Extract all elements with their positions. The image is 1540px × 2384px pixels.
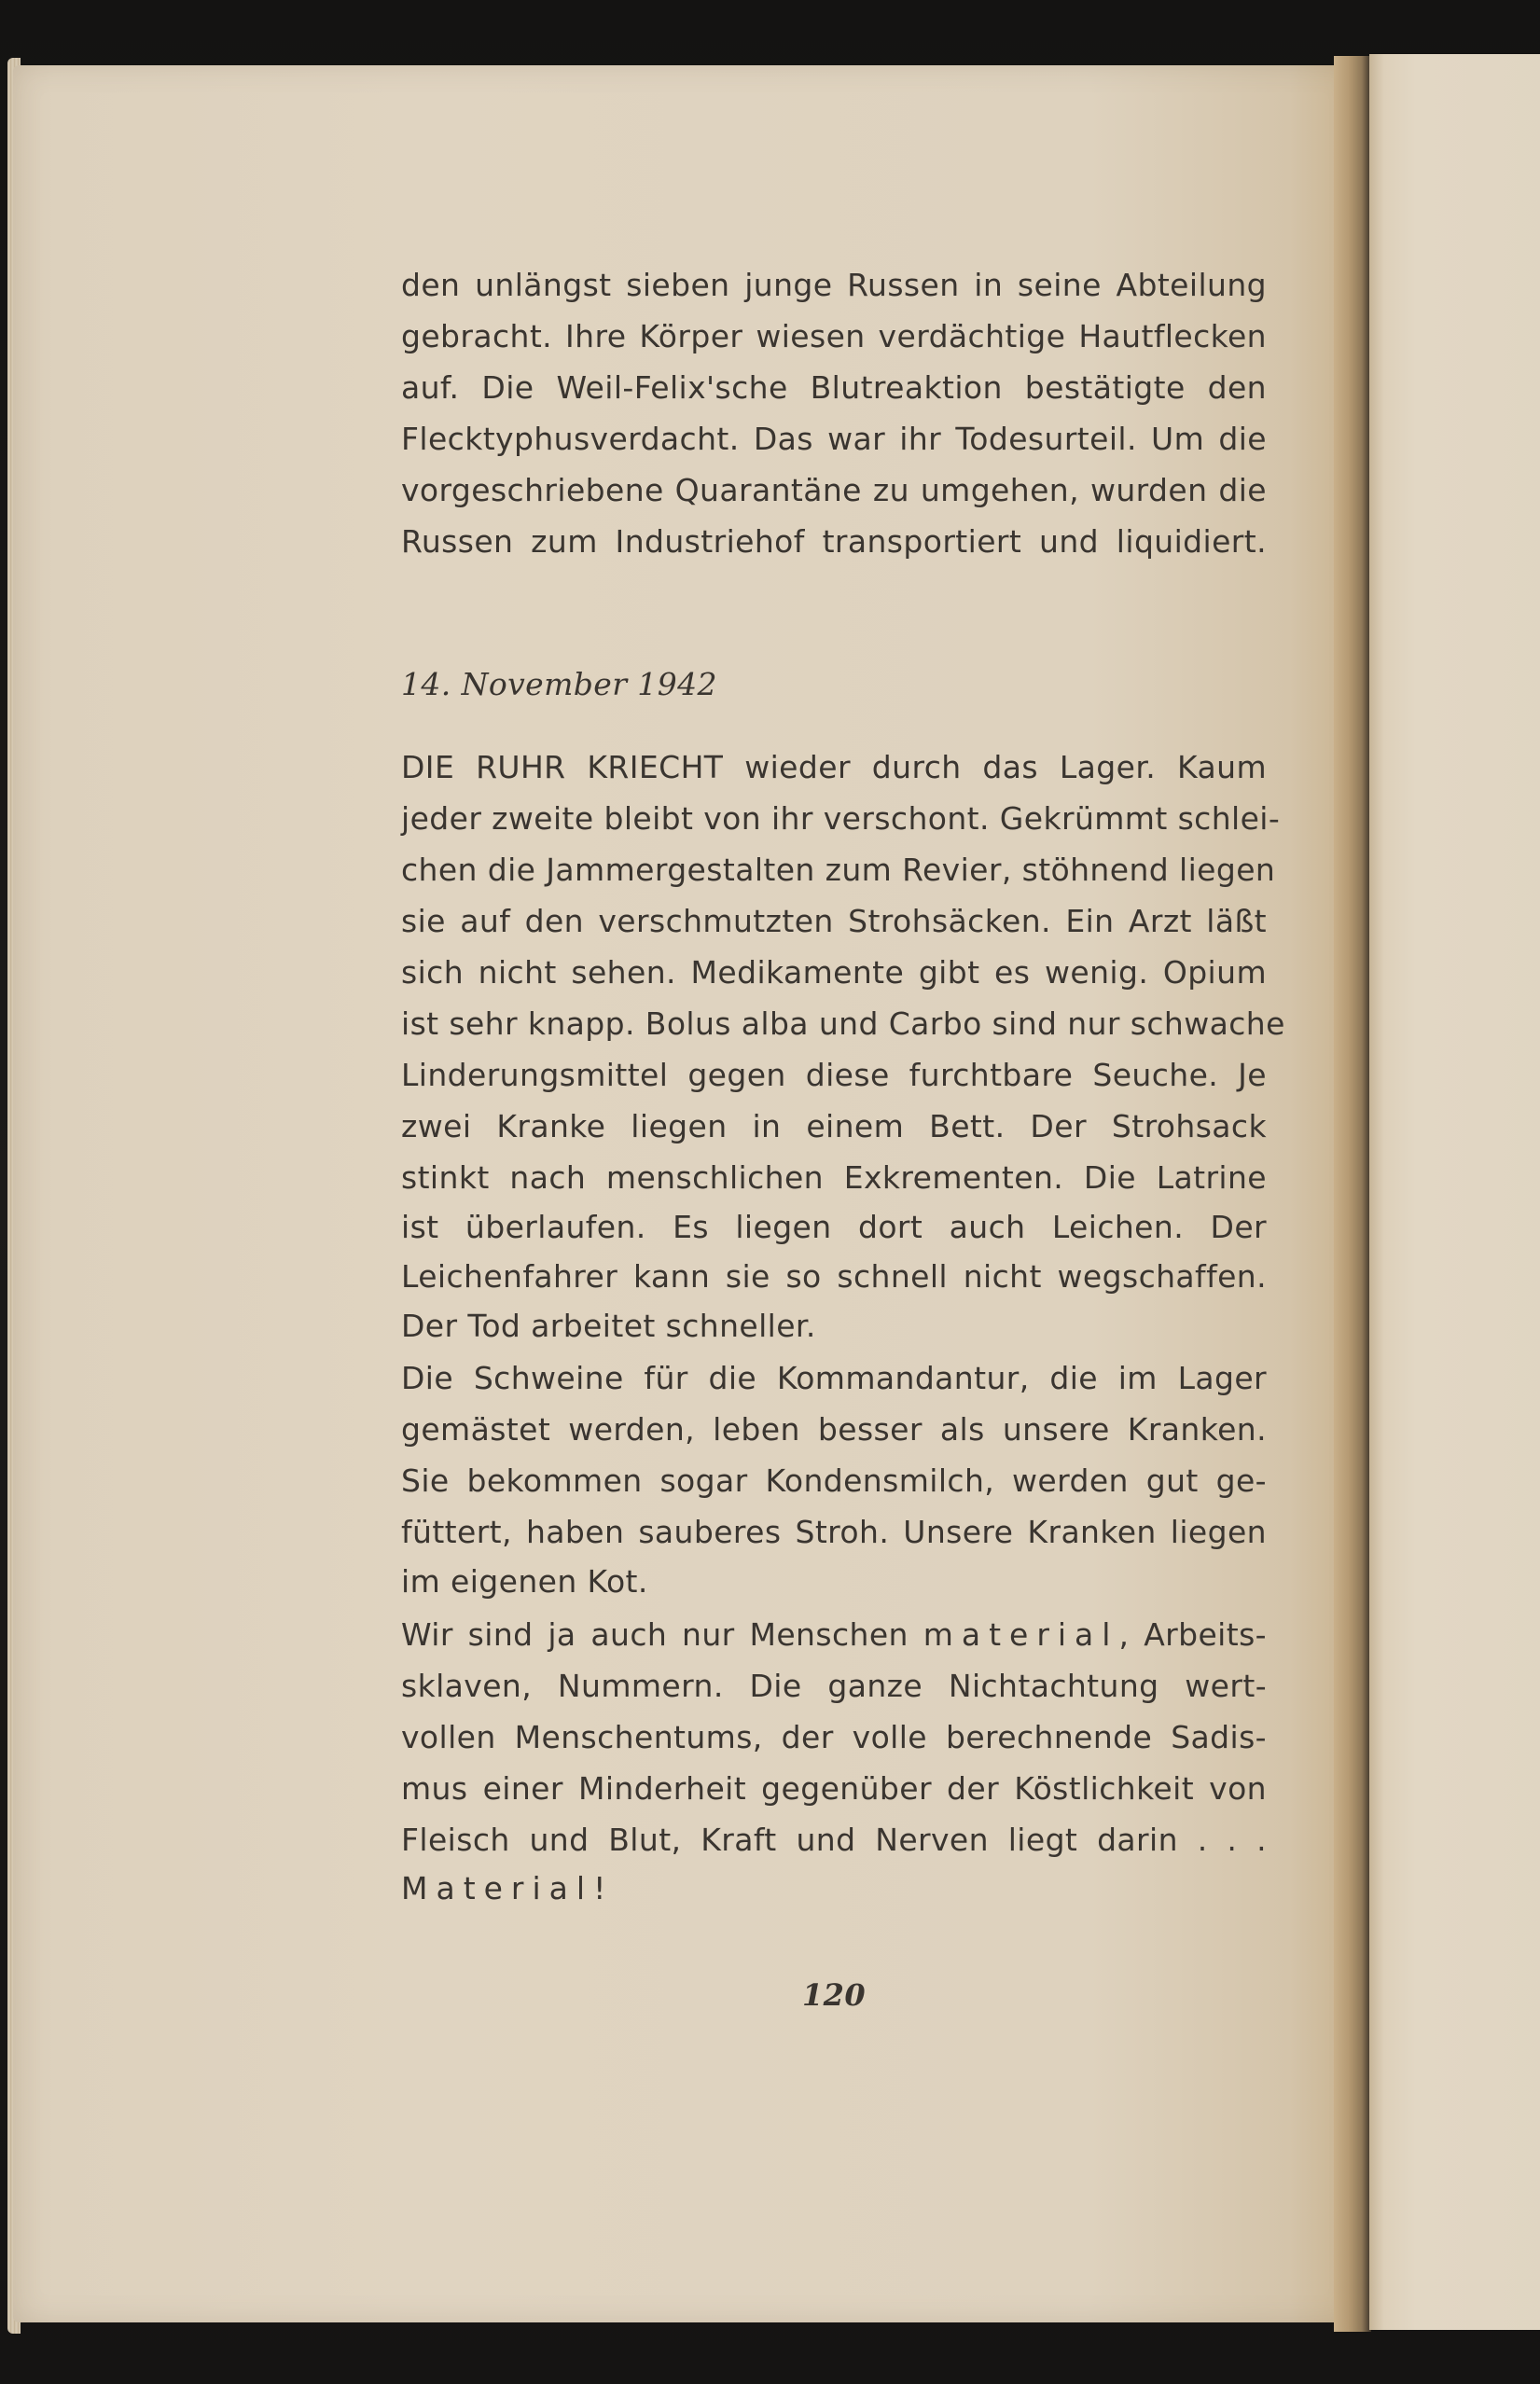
book-gutter <box>1334 56 1371 2332</box>
text-line: chen die Jammergestalten zum Revier, stöhnend liegen <box>401 852 1276 888</box>
text-line: gemästet werden, leben besser als unsere Kranken. <box>401 1411 1267 1448</box>
emphasized-word: Material! <box>401 1870 615 1906</box>
text-line: füttert, haben sauberes Stroh. Unsere Kranken liegen <box>401 1514 1267 1550</box>
text-line: Sie bekommen sogar Kondensmilch, werden gut ge- <box>401 1462 1267 1499</box>
text-fragment: , Arbeits- <box>1118 1616 1267 1653</box>
text-line: mus einer Minderheit gegenüber der Köstlichkeit von <box>401 1770 1267 1807</box>
text-line: im eigenen Kot. <box>401 1563 648 1600</box>
text-line: sklaven, Nummern. Die ganze Nichtachtung wert- <box>401 1668 1267 1704</box>
text-line: Russen zum Industriehof transportiert und liquidiert. <box>401 523 1267 560</box>
text-line: auf. Die Weil-Felix'sche Blutreaktion bestätigte den <box>401 369 1267 406</box>
text-line: vorgeschriebene Quarantäne zu umgehen, wurden die <box>401 472 1267 508</box>
text-line: ist überlaufen. Es liegen dort auch Leichen. Der <box>401 1209 1267 1245</box>
text-line: stinkt nach menschlichen Exkrementen. Die Latrine <box>401 1159 1267 1196</box>
text-line: ist sehr knapp. Bolus alba und Carbo sind nur schwache <box>401 1005 1285 1042</box>
text-line: sie auf den verschmutzten Strohsäcken. Ein Arzt läßt <box>401 903 1267 939</box>
text-line: sich nicht sehen. Medikamente gibt es wenig. Opium <box>401 954 1267 991</box>
text-line: den unlängst sieben junge Russen in seine Abteilung <box>401 267 1267 303</box>
text-line: DIE RUHR KRIECHT wieder durch das Lager. Kaum <box>401 749 1267 785</box>
text-line-spaced <box>401 1616 1267 1653</box>
text-line: vollen Menschentums, der volle berechnende Sadis- <box>401 1719 1267 1755</box>
text-line: gebracht. Ihre Körper wiesen verdächtige Hautflecken <box>401 318 1267 354</box>
text-line: Flecktyphusverdacht. Das war ihr Todesurteil. Um die <box>401 421 1267 457</box>
text-line: Die Schweine für die Kommandantur, die im Lager <box>401 1360 1267 1396</box>
text-line: zwei Kranke liegen in einem Bett. Der Strohsack <box>401 1108 1267 1144</box>
right-page <box>1369 54 1540 2330</box>
page-number: 120 <box>802 1977 866 2013</box>
text-line: Fleisch und Blut, Kraft und Nerven liegt darin . . . <box>401 1822 1267 1858</box>
text-line: Leichenfahrer kann sie so schnell nicht wegschaffen. <box>401 1258 1267 1295</box>
text-fragment: Wir sind ja auch nur Menschen <box>401 1616 909 1653</box>
text-line: Der Tod arbeitet schneller. <box>401 1308 816 1344</box>
text-line: jeder zweite bleibt von ihr verschont. Gekrümmt schlei- <box>401 800 1281 837</box>
date-heading: 14. November 1942 <box>401 666 717 702</box>
emphasized-word: material <box>923 1616 1119 1653</box>
text-line: Linderungsmittel gegen diese furchtbare Seuche. Je <box>401 1057 1267 1093</box>
